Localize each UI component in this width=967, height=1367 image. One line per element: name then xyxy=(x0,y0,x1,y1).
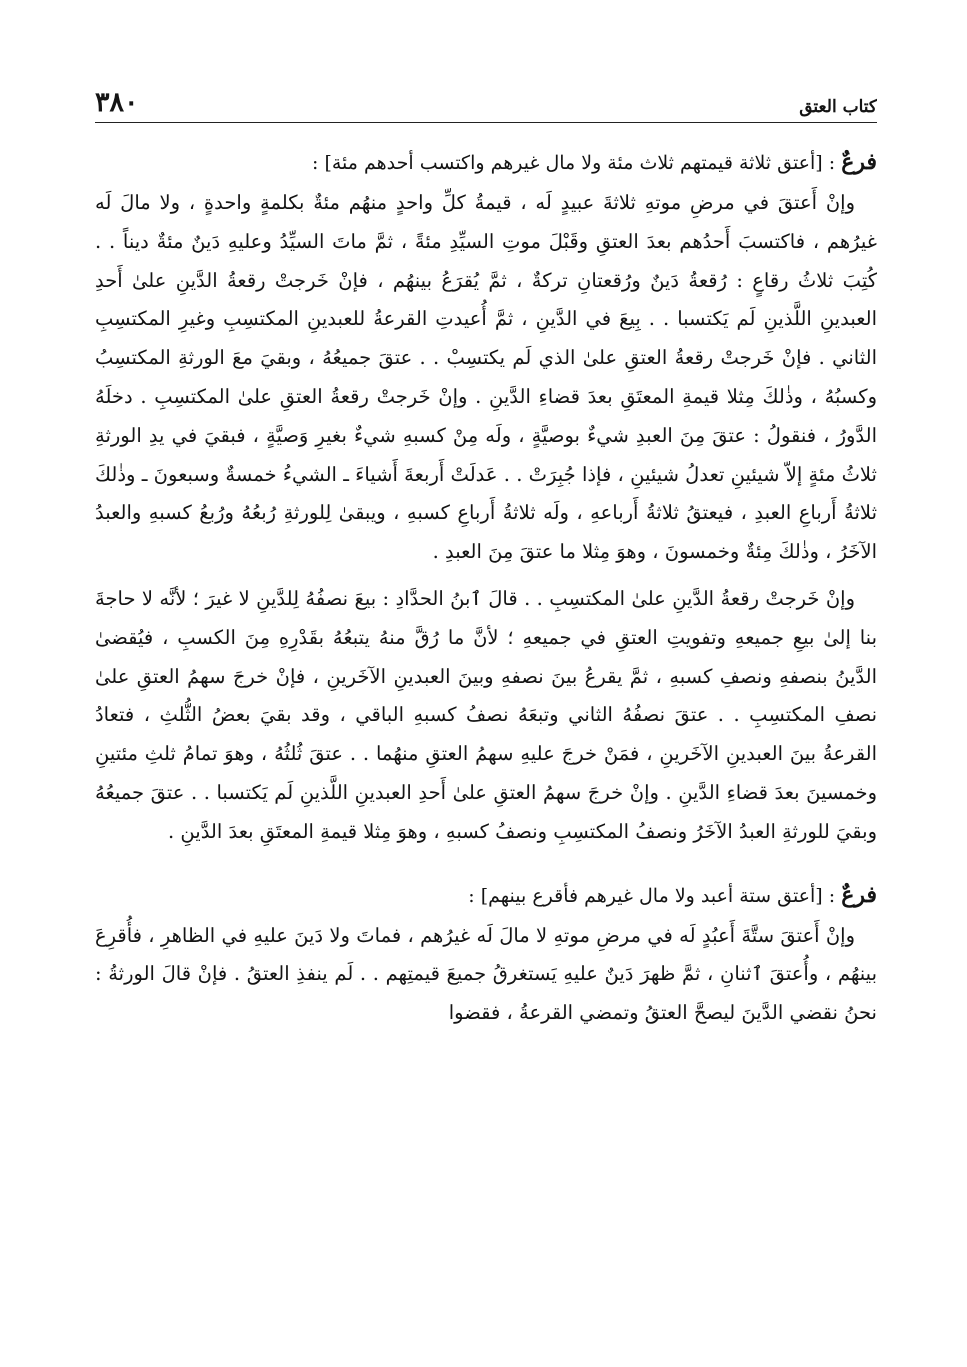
heading-separator: : xyxy=(822,884,842,907)
section-heading xyxy=(95,147,877,178)
paragraph: وإنْ أَعتقَ ستَّةَ أَعبُدٍ لَه في مرضِ موتهِ لا مالَ لَه غيرُهم ، فماتَ ولا دَينَ عليهِ في الظاهرِ ، فأُقرِعَ بينهُم ، وأُعتقَ ٱثنانِ ، ثمَّ ظهرَ دَينٌ عليهِ يَستغرقُ جميعَ قيمتِهم . . لَم ينفذِ العتقُ . فإنْ قالَ الورثةُ : نحنُ نقضي الدَّينَ ليصحَّ العتقُ وتمضي القرعةُ ، فقضوا xyxy=(95,923,877,1025)
section-title: [أعتق ستة أعبد ولا مال غيرهم فأقرع بينهم] : xyxy=(468,884,823,907)
section-label: فرعٌ xyxy=(841,881,877,908)
running-header xyxy=(95,82,877,123)
paragraph: وإنْ خَرجتْ رقعةُ الدَّينِ علىٰ المكتسِبِ . . قالَ ٱبنُ الحدَّادِ : بيعَ نصفُهُ لِلدَّينِ لا غيرَ ؛ لأنَّه لا حاجةَ بنا إلىٰ بيعِ جميعهِ وتفويتِ العتقِ في جميعهِ ؛ لأنَّ ما رُقَّ منهُ يتبعُهُ بقَدْرِهِ مِنَ الكسبِ ، فيُقضىٰ الدَّينُ بنصفهِ ونصفِ كسبهِ ، ثمَّ يقرعُ بينَ نصفهِ وبينَ العبدينِ الآخَرينِ ، فإنْ خرجَ سهمُ العتقِ علىٰ نصفِ المكتسِبِ . . عتقَ نصفُهُ الثاني وتبعَهُ نصفُ كسبهِ الباقي ، وقد بقيَ بعضُ الثُّلثِ ، فتعادُ القرعةُ بينَ العبدينِ الآخَرينِ ، فمَنْ خرجَ عليهِ سهمُ العتقِ منهُما . . عتقَ ثُلثُهُ ، وهوَ تمامُ ثلثِ مئتينِ وخمسينَ بعدَ قضاءِ الدَّينِ . وإنْ خرجَ سهمُ العتقِ علىٰ أَحدِ العبدينِ اللَّذينِ لَم يَكتسبا . . عتقَ جميعُهُ وبقيَ للورثةِ العبدُ الآخَرُ ونصفُ المكتسِبِ ونصفُ كسبهِ ، وهوَ مِثلا قيمةِ المعتَقِ بعدَ الدَّينِ . xyxy=(95,586,877,843)
page-number: ٣٨٠ xyxy=(95,87,139,118)
section-1 xyxy=(95,147,877,852)
section-heading xyxy=(95,880,877,911)
section-title: [أعتق ثلاثة قيمتهم ثلاث مئة ولا مال غيرهم واكتسب أحدهم مئة] : xyxy=(312,152,823,174)
book-title: كتاب العتق xyxy=(799,97,877,117)
paragraph: وإنْ أَعتقَ في مرضِ موتهِ ثلاثةَ عبيدٍ لَه ، قيمةُ كلِّ واحدٍ منهُم مئةٌ بكلمةٍ واحدةٍ ، ولا مالَ لَه غيرُهم ، فاكتسبَ أَحدُهم بعدَ العتقِ وقَبْلَ موتِ السيِّدِ مئةً ، ثمَّ ماتَ السيِّدُ وعليهِ دَينٌ مئةٌ ديناً . . كُتِبَ ثلاثُ رقاعٍ : رُقعةُ دَينٌ ورُقعتانِ تركةٌ ، ثمَّ يُقرَعُ بينهُم ، فإنْ خَرجتْ رقعةُ الدَّينِ علىٰ أَحدِ العبدينِ اللَّذينِ لَم يَكتسبا . . بِيعَ في الدَّينِ ، ثمَّ أُعيدتِ القرعةُ للعبدينِ المكتسِبِ وغيرِ المكتسِبِ الثاني . فإنْ خَرجتْ رقعةُ العتقِ علىٰ الذي لَم يكتسِبْ . . عتقَ جميعُهُ ، وبقيَ معَ الورثةِ المكتسِبُ وكسبُهُ ، وذٰلكَ مِثلا قيمةِ المعتَقِ بعدَ قضاءِ الدَّينِ . وإنْ خَرجتْ رقعةُ العتقِ علىٰ المكتسِبِ . دخلَهُ الدَّورُ ، فنقولُ : عتقَ مِنَ العبدِ شيءٌ بوصيَّةٍ ، ولَه مِنْ كسبهِ شيءٌ بغيرِ وَصيَّةٍ ، فبقيَ في يدِ الورثةِ ثلاثُ مئةٍ إلاّ شيئينِ تعدلُ شيئينِ ، فإذا جُبِرَتْ . . عَدلَتْ أَربعةَ أَشياءَ ـ الشيءُ خمسةٌ وسبعونَ ـ وذٰلكَ ثلاثةُ أَرباعِ العبدِ ، فيعتقُ ثلاثةُ أَرباعهِ ، ولَه ثلاثةُ أَرباعِ كسبهِ ، ويبقىٰ لِلورثةِ رُبعُهُ ورُبعُ كسبهِ والعبدُ الآخَرُ ، وذٰلكَ مِئةٌ وخمسونَ ، وهوَ مِثلا ما عتقَ مِنَ العبدِ . xyxy=(95,191,877,564)
heading-separator: : xyxy=(822,152,842,174)
book-page xyxy=(95,82,877,1362)
section-label: فرعٌ xyxy=(841,149,877,175)
section-2 xyxy=(95,880,877,1033)
